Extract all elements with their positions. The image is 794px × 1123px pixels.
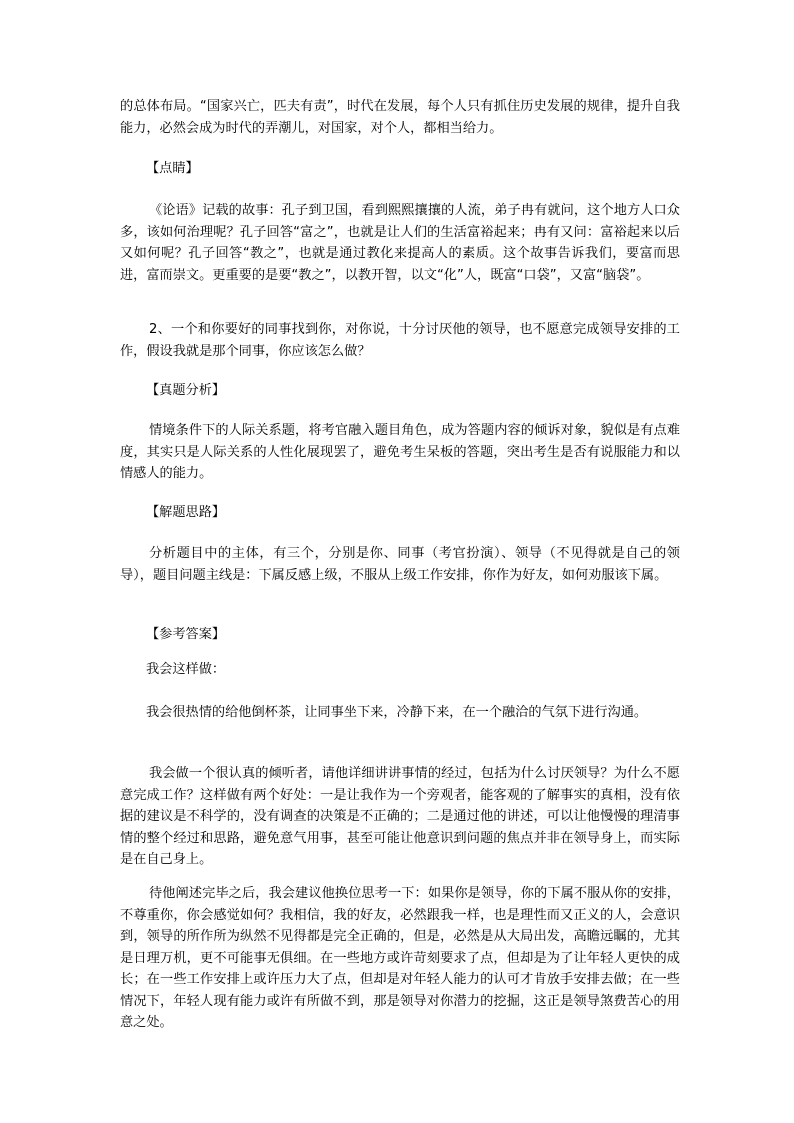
heading-zhenti-fenxi: 【真题分析】	[146, 383, 226, 398]
intro-paragraph: 的总体布局。“国家兴亡，匹夫有责”，时代在发展，每个人只有抓住历史发展的规律，提升自我能力，必然会成为时代的弄潮儿，对国家，对个人，都相当给力。	[120, 99, 680, 136]
tea-paragraph: 我会很热情的给他倒杯茶，让同事坐下来，冷静下来，在一个融洽的气氛下进行沟通。	[146, 705, 648, 720]
analysis-paragraph: 情境条件下的人际关系题，将考官融入题目角色，成为答题内容的倾诉对象，貌似是有点难度，其实只是人际关系的人性化展现罢了，避免考生呆板的答题，突出考生是否有说服能力和以情感人的能力。	[120, 423, 680, 481]
question-2-paragraph: 2、一个和你要好的同事找到你，对你说，十分讨厌他的领导，也不愿意完成领导安排的工作，假设我就是那个同事，你应该怎么做？	[120, 322, 680, 359]
swap-perspective-paragraph: 待他阐述完毕之后，我会建议他换位思考一下：如果你是领导，你的下属不服从你的安排，不尊重你，你会感觉如何？我相信，我的好友，必然跟我一样，也是理性而又正义的人，会意识到，领导的所作所为纵然不见得都是完全正确的，但是，必然是从大局出发，高瞻远瞩的，尤其是日理万机，更不可能事无俱细。在一些地方或许苛刻要求了点，但却是为了让年轻人更快的成长；在一些工作安排上或许压力大了点，但却是对年轻人能力的认可才肯放手安排去做；在一些情况下，年轻人现有能力或许有所做不到，那是领导对你潜力的挖掘，这正是领导煞费苦心的用意之处。	[120, 886, 680, 1030]
heading-cankao-daan: 【参考答案】	[146, 627, 226, 642]
heading-dianjing: 【点睛】	[146, 161, 199, 176]
listen-paragraph: 我会做一个很认真的倾听者，请他详细讲讲事情的经过，包括为什么讨厌领导？为什么不愿意完成工作？这样做有两个好处：一是让我作为一个旁观者，能客观的了解事实的真相，没有依据的建议是不科学的，没有调查的决策是不正确的；二是通过他的讲述，可以让他慢慢的理清事情的整个经过和思路，避免意气用事，甚至可能让他意识到问题的焦点并非在领导身上，而实际是在自己身上。	[120, 766, 680, 867]
lunyu-paragraph: 《论语》记载的故事：孔子到卫国，看到熙熙攘攘的人流，弟子冉有就问，这个地方人口众多，该如何治理呢？孔子回答“富之”，也就是让人们的生活富裕起来；冉有又问：富裕起来以后又如何呢？孔子回答“教之”，也就是通过教化来提高人的素质。这个故事告诉我们，要富而思进，富而崇文。更重要的是要“教之”，以教开智，以文“化”人，既富“口袋”，又富“脑袋”。	[120, 203, 680, 283]
silu-paragraph: 分析题目中的主体，有三个，分别是你、同事（考官扮演）、领导（不见得就是自己的领导），题目问题主线是：下属反感上级，不服从上级工作安排，你作为好友，如何劝服该下属。	[120, 546, 680, 583]
heading-jieti-silu: 【解题思路】	[146, 505, 226, 520]
answer-intro-line: 我会这样做：	[146, 662, 226, 677]
